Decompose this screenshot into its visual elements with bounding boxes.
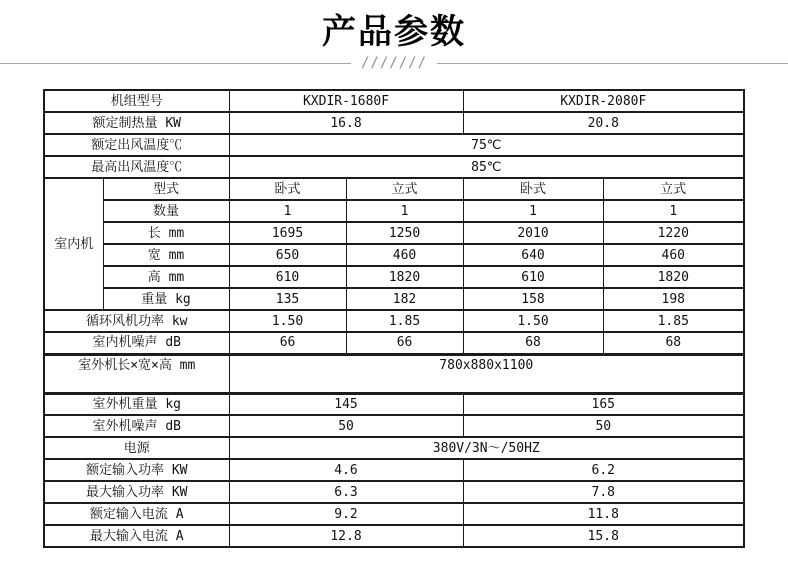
spec-value: 16.8 [229, 112, 463, 134]
spec-row-max-input-power [44, 481, 744, 503]
divider-slashes: /////// [361, 55, 428, 71]
row-label: 数量 [103, 200, 229, 222]
spec-value: 460 [346, 244, 463, 266]
row-label: 电源 [44, 437, 229, 459]
spec-row-indoor-type [44, 178, 744, 200]
spec-value: 1 [346, 200, 463, 222]
spec-value: 立式 [603, 178, 744, 200]
spec-row-rated-input-current [44, 503, 744, 525]
spec-value: 145 [229, 393, 463, 415]
spec-value: 1820 [346, 266, 463, 288]
row-label: 室外机重量 kg [44, 393, 229, 415]
spec-value: 6.3 [229, 481, 463, 503]
spec-value: 4.6 [229, 459, 463, 481]
spec-row-indoor-width [44, 244, 744, 266]
spec-value: 66 [229, 332, 346, 354]
spec-value: 20.8 [463, 112, 744, 134]
spec-value: 68 [603, 332, 744, 354]
spec-value: 68 [463, 332, 603, 354]
spec-row-rated-heating [44, 112, 744, 134]
spec-row-indoor-noise [44, 332, 744, 354]
spec-value: 182 [346, 288, 463, 310]
spec-row-outdoor-dimensions [44, 354, 744, 393]
spec-row-outdoor-noise [44, 415, 744, 437]
spec-row-rated-outlet-temp [44, 134, 744, 156]
spec-row-power-supply [44, 437, 744, 459]
spec-value: 1250 [346, 222, 463, 244]
spec-row-max-outlet-temp [44, 156, 744, 178]
spec-value: 9.2 [229, 503, 463, 525]
row-label: 最高出风温度℃ [44, 156, 229, 178]
spec-value: 50 [463, 415, 744, 437]
row-label: 室外机长×宽×高 mm [44, 354, 229, 393]
divider-line-right [437, 63, 788, 64]
spec-value: 1.85 [603, 310, 744, 332]
row-label: 重量 kg [103, 288, 229, 310]
divider-line-left [0, 63, 351, 64]
spec-value: 12.8 [229, 525, 463, 547]
row-label: 额定输入功率 KW [44, 459, 229, 481]
spec-value: 460 [603, 244, 744, 266]
spec-value: 66 [346, 332, 463, 354]
spec-value: 立式 [346, 178, 463, 200]
spec-row-outdoor-weight [44, 393, 744, 415]
row-label: 循环风机功率 kw [44, 310, 229, 332]
spec-value: 6.2 [463, 459, 744, 481]
spec-value: 640 [463, 244, 603, 266]
spec-row-indoor-height [44, 266, 744, 288]
spec-value: 2010 [463, 222, 603, 244]
spec-value: 380V/3N～/50HZ [229, 437, 744, 459]
spec-value: 1695 [229, 222, 346, 244]
spec-row-indoor-quantity [44, 200, 744, 222]
row-label: 额定制热量 KW [44, 112, 229, 134]
spec-row-indoor-length [44, 222, 744, 244]
spec-value: 1.50 [229, 310, 346, 332]
spec-value: 198 [603, 288, 744, 310]
row-label: 最大输入电流 A [44, 525, 229, 547]
row-label: 型式 [103, 178, 229, 200]
row-label: 额定出风温度℃ [44, 134, 229, 156]
spec-value: 1220 [603, 222, 744, 244]
spec-row-indoor-weight [44, 288, 744, 310]
row-label: 宽 mm [103, 244, 229, 266]
spec-value: 85℃ [229, 156, 744, 178]
spec-value: 1.50 [463, 310, 603, 332]
spec-value: 卧式 [463, 178, 603, 200]
spec-value: 1 [463, 200, 603, 222]
row-label: 最大输入功率 KW [44, 481, 229, 503]
row-label: 长 mm [103, 222, 229, 244]
indoor-unit-group-label: 室内机 [44, 178, 103, 310]
spec-row-fan-power [44, 310, 744, 332]
spec-row-unit-model [44, 90, 744, 112]
spec-value: 11.8 [463, 503, 744, 525]
spec-value: 165 [463, 393, 744, 415]
spec-value: 1 [603, 200, 744, 222]
spec-value: 75℃ [229, 134, 744, 156]
spec-value: 135 [229, 288, 346, 310]
row-label: 室外机噪声 dB [44, 415, 229, 437]
spec-row-rated-input-power [44, 459, 744, 481]
spec-value: 650 [229, 244, 346, 266]
spec-value: 7.8 [463, 481, 744, 503]
spec-value: KXDIR-2080F [463, 90, 744, 112]
page-title: 产品参数 [322, 13, 466, 51]
spec-value: 610 [229, 266, 346, 288]
spec-value: 50 [229, 415, 463, 437]
spec-value: 1.85 [346, 310, 463, 332]
spec-value: 158 [463, 288, 603, 310]
spec-row-max-input-current [44, 525, 744, 547]
row-label: 室内机噪声 dB [44, 332, 229, 354]
spec-value: 卧式 [229, 178, 346, 200]
spec-value: 780x880x1100 [229, 354, 744, 393]
title-divider [0, 55, 788, 71]
product-spec-table [43, 89, 745, 548]
spec-value: KXDIR-1680F [229, 90, 463, 112]
row-label: 机组型号 [44, 90, 229, 112]
spec-value: 610 [463, 266, 603, 288]
row-label: 额定输入电流 A [44, 503, 229, 525]
spec-value: 1820 [603, 266, 744, 288]
spec-value: 1 [229, 200, 346, 222]
spec-value: 15.8 [463, 525, 744, 547]
row-label: 高 mm [103, 266, 229, 288]
